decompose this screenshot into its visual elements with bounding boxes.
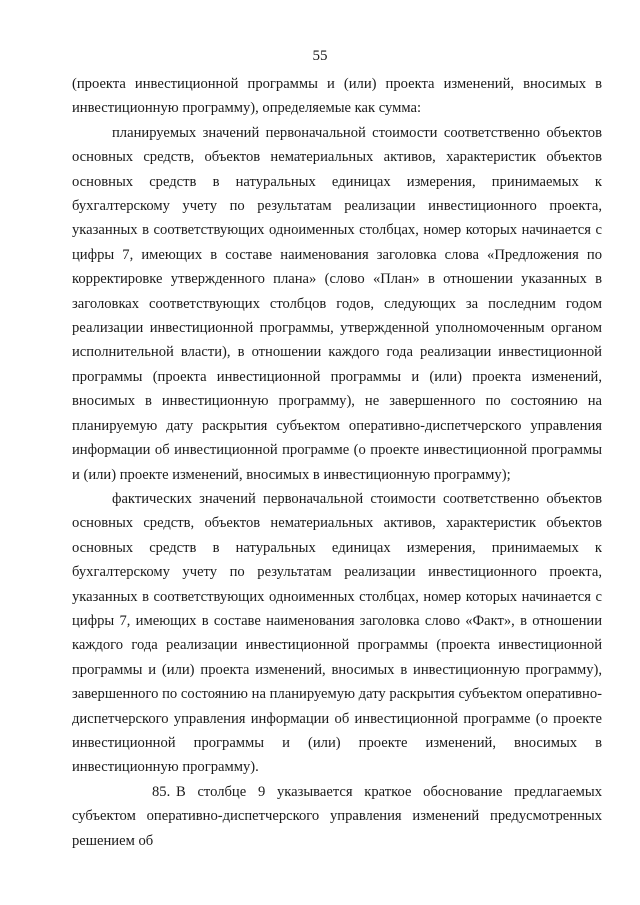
- paragraph-planned-values: планируемых значений первоначальной стоимости соответственно объектов основных средств, объектов нематериальных активов, характеристик объектов основных средств в натуральных единицах измерения, принимаемых к бухгалтерскому учету по результатам реализации инвестиционного проекта, указанных в соответствующих одноименных столбцах, номер которых начинается с цифры 7, имеющих в составе наименования заголовка слова «Предложения по корректировке утвержденного плана» (слово «План» в отношении указанных в заголовках соответствующих столбцов годов, следующих за последним годом реализации инвестиционной программы, утвержденной уполномоченным органом исполнительной власти), в отношении каждого года реализации инвестиционной программы (проекта инвестиционной программы и (или) проекта изменений, вносимых в инвестиционную программу), не завершенного по состоянию на планируемую дату раскрытия субъектом оперативно-диспетчерского управления информации об инвестиционной программе (о проекте инвестиционной программы и (или) проекте изменений, вносимых в инвестиционную программу);: [72, 124, 602, 483]
- page-number: 55: [312, 48, 328, 64]
- document-body: [72, 72, 602, 853]
- paragraph-intro: (проекта инвестиционной программы и (или) проекта изменений, вносимых в инвестиционную программу), определяемые как сумма:: [72, 76, 602, 117]
- item-number: 85.: [152, 783, 171, 800]
- item-text: В столбце 9 указывается краткое обоснование предлагаемых субъектом оперативно-диспетчерского управления изменений предусмотренных решением об: [72, 783, 602, 849]
- paragraph-actual-values: фактических значений первоначальной стоимости соответственно объектов основных средств, объектов нематериальных активов, характеристик объектов основных средств в натуральных единицах измерения, принимаемых к бухгалтерскому учету по результатам реализации инвестиционного проекта, указанных в соответствующих одноименных столбцах, номер которых начинается с цифры 7, имеющих в составе наименования заголовка слово «Факт», в отношении каждого года реализации инвестиционной программы (проекта инвестиционной программы и (или) проекта изменений, вносимых в инвестиционную программу), завершенного по состоянию на планируемую дату раскрытия субъектом оперативно-диспетчерского управления информации об инвестиционной программе (о проекте инвестиционной программы и (или) проекте изменений, вносимых в инвестиционную программу).: [72, 490, 602, 776]
- paragraph-item-85: [72, 780, 602, 853]
